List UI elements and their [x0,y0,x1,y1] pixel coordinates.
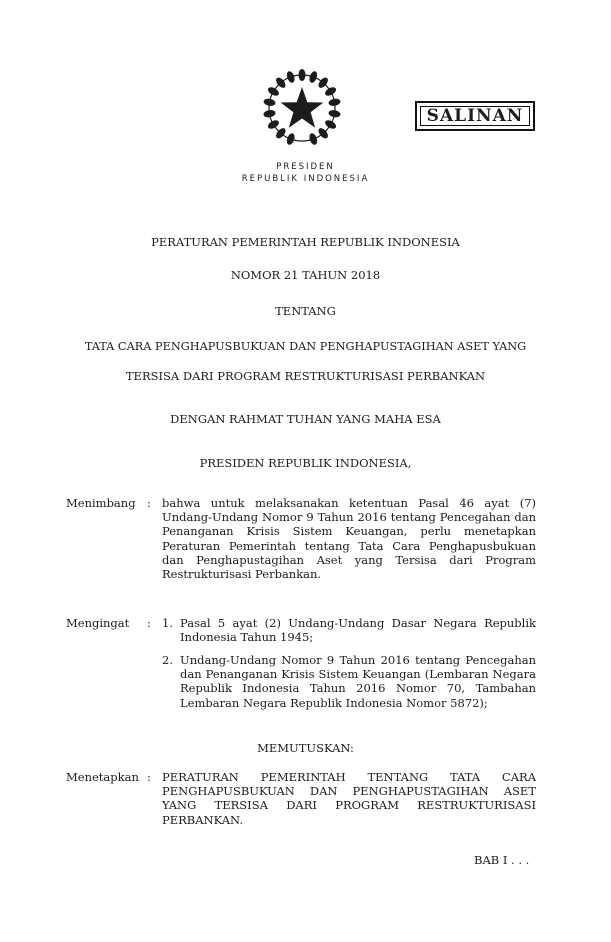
presidential-emblem-icon [262,68,342,148]
regulation-title: PERATURAN PEMERINTAH REPUBLIK INDONESIA [151,235,460,249]
office-line-2: REPUBLIK INDONESIA [241,174,370,184]
page-continuation: BAB I . . . [474,853,530,867]
invocation-line: DENGAN RAHMAT TUHAN YANG MAHA ESA [170,412,441,426]
menetapkan-colon: : [147,770,151,784]
subject-line-2: TERSISA DARI PROGRAM RESTRUKTURISASI PERBANKAN [125,369,486,383]
subject-line-1: TATA CARA PENGHAPUSBUKUAN DAN PENGHAPUSTAGIHAN ASET YANG [84,340,527,353]
menimbang-colon: : [147,496,151,510]
memutuskan-heading: MEMUTUSKAN: [257,741,354,755]
mengingat-item-2-text: Undang-Undang Nomor 9 Tahun 2016 tentang Pencegahan dan Penanganan Krisis Sistem Keuangan (Lembaran Negara Republik Indonesia Tahun 2016 Nomor 70, Tambahan Lembaran Negara Republik Indonesia Nomor 5872); [180,653,536,710]
president-line: PRESIDEN REPUBLIK INDONESIA, [199,456,412,470]
office-line-1: PRESIDEN [276,162,335,172]
menimbang-text: bahwa untuk melaksanakan ketentuan Pasal 46 ayat (7) Undang-Undang Nomor 9 Tahun 2016 tentang Pencegahan dan Penanganan Krisis Sistem Keuangan, perlu menetapkan Peraturan Pemerintah tentang Tata Cara Penghapusbukuan dan Penghapustagihan Aset yang Tersisa dari Program Restrukturisasi Perbankan. [162,496,536,582]
mengingat-item-1-number: 1. [162,616,173,630]
tentang-heading: TENTANG [275,304,336,318]
mengingat-colon: : [147,616,151,630]
regulation-number: NOMOR 21 TAHUN 2018 [230,268,381,282]
mengingat-label: Mengingat [66,616,130,630]
salinan-stamp [415,101,535,131]
menimbang-label: Menimbang [66,496,136,510]
mengingat-item-1-text: Pasal 5 ayat (2) Undang-Undang Dasar Negara Republik Indonesia Tahun 1945; [180,616,536,645]
menetapkan-text: PERATURAN PEMERINTAH TENTANG TATA CARA PENGHAPUSBUKUAN DAN PENGHAPUSTAGIHAN ASET YANG TERSISA DARI PROGRAM RESTRUKTURISASI PERBANKAN. [162,770,536,827]
menetapkan-label: Menetapkan [66,770,139,784]
stamp-text: SALINAN [426,106,524,126]
mengingat-item-2-number: 2. [162,653,173,667]
